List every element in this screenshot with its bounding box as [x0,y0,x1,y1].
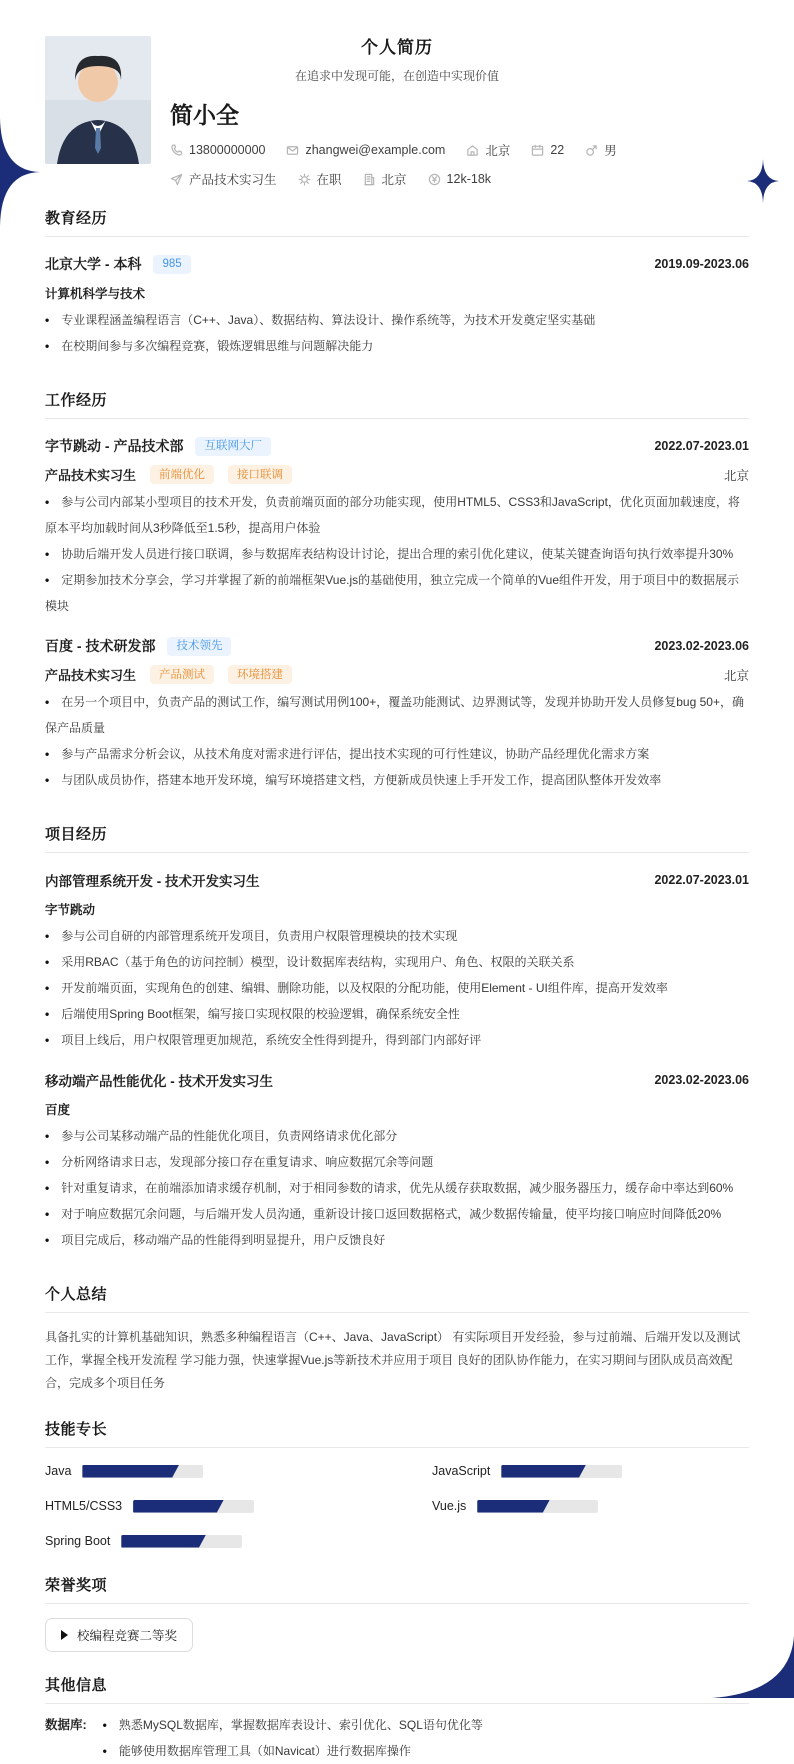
skill-name: JavaScript [432,1464,491,1478]
bullet-item [103,1738,749,1764]
bullet-item [45,923,749,949]
bullet-dot: • [45,547,50,561]
bullet-dot: • [45,1033,50,1047]
projects-heading: 项目经历 [45,823,749,853]
other-info-row [45,1712,749,1764]
bullet-dot: • [45,339,50,353]
bullet-item [45,1123,749,1149]
salary-text: 12k-18k [446,172,492,186]
bullet-item [45,689,749,741]
work-entry-head [45,436,749,456]
contact-phone [170,143,265,157]
skill-bar-fill [477,1500,550,1513]
skills-heading: 技能专长 [45,1418,749,1448]
role-tags [138,665,292,684]
project-title: 移动端产品性能优化 - 技术开发实习生 [45,1074,273,1089]
education-bullets [45,307,749,359]
bullet-dot: • [45,955,50,969]
skill-name: HTML5/CSS3 [45,1499,123,1513]
project-entry [45,870,749,1053]
phone-icon [170,144,183,157]
skill-row [45,1534,362,1548]
other-heading: 其他信息 [45,1674,749,1704]
summary-text: 具备扎实的计算机基础知识，熟悉多种编程语言（C++、Java、JavaScript） 有实际项目开发经验，参与过前端、后端开发以及测试工作，掌握全栈开发流程 学习能力强，快速掌握Vue.js等新技术并应用于项目 良好的团队协作能力，在实习期间与团队成员高效配合，完成多个项目任务 [45,1330,741,1390]
age-text: 22 [550,143,565,157]
gender-icon [585,144,598,157]
bullet-dot: • [45,695,50,709]
bullet-text: 参与公司自研的内部管理系统开发项目，负责用户权限管理模块的技术实现 [61,929,458,943]
other-bullets [103,1712,749,1764]
bullet-text: 对于响应数据冗余问题，与后端开发人员沟通，重新设计接口返回数据格式，减少数据传输量，使平均接口响应时间降低20% [61,1207,722,1221]
bullet-dot: • [45,1007,50,1021]
skill-bar-fill [82,1465,179,1478]
person-name: 简小全 [170,102,239,128]
contact-email [286,143,445,157]
role-title: 产品技术实习生 [45,468,137,483]
project-entries [45,870,749,1253]
bullet-dot: • [102,1718,107,1732]
work-heading: 工作经历 [45,389,749,419]
project-entry-head [45,870,749,890]
skill-bar-track [501,1465,622,1478]
education-heading: 教育经历 [45,207,749,237]
phone-text: 13800000000 [189,143,266,157]
summary-heading: 个人总结 [45,1283,749,1313]
education-date: 2019.09-2023.06 [654,257,749,271]
company-name: 字节跳动 - 产品技术部 [45,438,184,454]
skill-name: Vue.js [432,1499,467,1513]
work-entries [45,436,749,793]
bullet-text: 分析网络请求日志，发现部分接口存在重复请求、响应数据冗余等问题 [61,1155,434,1169]
bullet-text: 在另一个项目中，负责产品的测试工作，编写测试用例100+，覆盖功能测试、边界测试等，发现并协助开发人员修复bug 50+，确保产品质量 [45,695,744,735]
profile-photo [45,36,151,164]
bullet-item [45,1175,749,1201]
bullet-item [103,1712,749,1738]
project-date: 2023.02-2023.06 [654,1073,749,1087]
skill-row [432,1464,749,1478]
project-company: 百度 [45,1103,71,1117]
company-badge: 互联网大厂 [195,437,271,456]
bullet-text: 项目完成后，移动端产品的性能得到明显提升，用户反馈良好 [61,1233,386,1247]
contact-row-1 [170,141,794,159]
contact-city [363,170,407,188]
contact-gender [585,141,617,159]
position-text: 产品技术实习生 [189,173,277,187]
bullet-text: 项目上线后，用户权限管理更加规范，系统安全性得到提升，得到部门内部好评 [61,1033,482,1047]
section-work [45,389,749,793]
school-badge: 985 [153,255,190,274]
section-skills [45,1418,749,1548]
bullet-text: 针对重复请求，在前端添加请求缓存机制，对于相同参数的请求，优先从缓存获取数据，减少服务器压力，缓存命中率达到60% [61,1181,734,1195]
bullet-dot: • [45,981,50,995]
work-location: 北京 [723,468,749,483]
section-summary [45,1283,749,1395]
gender-text: 男 [604,144,617,158]
resume-header [0,0,794,187]
play-icon [61,1630,68,1640]
work-bullets [45,489,749,619]
work-entry-head [45,636,749,656]
bullet-dot: • [45,313,50,327]
bullet-item [45,1201,749,1227]
page-subtitle: 在追求中发现可能，在创造中实现价值 [294,69,499,83]
position-icon [170,173,183,186]
project-company: 字节跳动 [45,903,96,917]
skill-bar-track [477,1500,598,1513]
work-entry [45,636,749,793]
bullet-item [45,1227,749,1253]
bullet-text: 熟悉MySQL数据库，掌握数据库表设计、索引优化、SQL语句优化等 [118,1718,483,1732]
age-icon [531,144,544,157]
city-text: 北京 [381,173,407,187]
work-date: 2022.07-2023.01 [654,439,749,453]
page-title: 个人简历 [361,38,433,57]
role-tag: 产品测试 [150,665,214,684]
bullet-dot: • [102,1744,107,1758]
work-date: 2023.02-2023.06 [654,639,749,653]
project-date: 2022.07-2023.01 [654,873,749,887]
education-entry-head [45,254,749,274]
project-entry [45,1070,749,1253]
bullet-dot: • [45,573,50,587]
email-icon [286,144,299,157]
skill-bar-fill [133,1500,224,1513]
role-tag: 环境搭建 [228,665,292,684]
role-title: 产品技术实习生 [45,668,137,683]
bullet-dot: • [45,495,50,509]
salary-icon [428,173,441,186]
bullet-dot: • [45,1207,50,1221]
bullet-dot: • [45,1129,50,1143]
city-icon [363,173,376,186]
bullet-dot: • [45,1233,50,1247]
project-title: 内部管理系统开发 - 技术开发实习生 [45,874,260,889]
skill-bar-track [121,1535,242,1548]
project-bullets [45,1123,749,1253]
email-text: zhangwei@example.com [305,143,446,157]
honor-label: 校编程竞赛二等奖 [77,1629,178,1643]
bullet-item [45,541,749,567]
role-tags [138,465,292,484]
bullet-text: 在校期间参与多次编程竞赛，锻炼逻辑思维与问题解决能力 [61,339,374,353]
location-text: 北京 [485,144,511,158]
other-label: 数据库: [45,1718,87,1732]
honor-items [45,1604,749,1652]
skill-row [45,1499,362,1513]
bullet-dot: • [45,773,50,787]
skill-row [45,1464,362,1478]
contact-position [170,170,277,188]
section-education [45,207,749,359]
skill-name: Java [45,1464,72,1478]
bullet-text: 开发前端页面，实现角色的创建、编辑、删除功能，以及权限的分配功能，使用Element - UI组件库，提高开发效率 [61,981,668,995]
skill-bar-track [133,1500,254,1513]
skill-row [432,1499,749,1513]
bullet-text: 参与公司某移动端产品的性能优化项目，负责网络请求优化部分 [61,1129,398,1143]
section-projects [45,823,749,1253]
section-other [45,1674,749,1764]
bullet-text: 专业课程涵盖编程语言（C++、Java）、数据结构、算法设计、操作系统等，为技术开发奠定坚实基础 [61,313,596,327]
bullet-text: 后端使用Spring Boot框架，编写接口实现权限的校验逻辑，确保系统安全性 [61,1007,460,1021]
honors-heading: 荣誉奖项 [45,1574,749,1604]
education-major: 计算机科学与技术 [45,287,146,301]
company-name: 百度 - 技术研发部 [45,638,156,654]
bullet-item [45,1149,749,1175]
bullet-item [45,975,749,1001]
bullet-dot: • [45,929,50,943]
work-entry [45,436,749,619]
contact-age [531,143,564,157]
bullet-text: 协助后端开发人员进行接口联调，参与数据库表结构设计讨论，提出合理的索引优化建议，使某关键查询语句执行效率提升30% [61,547,734,561]
skill-name: Spring Boot [45,1534,111,1548]
contact-location [466,141,510,159]
bullet-item [45,741,749,767]
bullet-item [45,307,749,333]
contact-salary [428,172,491,186]
bullet-item [45,567,749,619]
honor-award-button[interactable] [45,1618,193,1652]
bullet-item [45,949,749,975]
bullet-item [45,1027,749,1053]
company-badge: 技术领先 [167,637,231,656]
status-text: 在职 [316,173,342,187]
bullet-text: 参与公司内部某小型项目的技术开发，负责前端页面的部分功能实现，使用HTML5、CSS3和JavaScript，优化页面加载速度，将原本平均加载时间从3秒降低至1.5秒，提高用户体验 [45,495,740,535]
bullet-dot: • [45,747,50,761]
skills-grid [45,1464,749,1548]
bullet-text: 能够使用数据库管理工具（如Navicat）进行数据库操作 [118,1744,411,1758]
bullet-item [45,1001,749,1027]
bullet-text: 定期参加技术分享会，学习并掌握了新的前端框架Vue.js的基础使用，独立完成一个简单的Vue组件开发，用于项目中的数据展示模块 [45,573,740,613]
bullet-text: 采用RBAC（基于角色的访问控制）模型，设计数据库表结构，实现用户、角色、权限的关联关系 [61,955,575,969]
work-location: 北京 [723,668,749,683]
skill-bar-fill [121,1535,206,1548]
bullet-dot: • [45,1155,50,1169]
bullet-item [45,767,749,793]
bullet-text: 参与产品需求分析会议，从技术角度对需求进行评估，提出技术实现的可行性建议，协助产品经理优化需求方案 [61,747,650,761]
bullet-text: 与团队成员协作，搭建本地开发环境，编写环境搭建文档，方便新成员快速上手开发工作，提高团队整体开发效率 [61,773,662,787]
work-entry-sub [45,665,749,684]
school-name: 北京大学 - 本科 [45,256,142,272]
bullet-dot: • [45,1181,50,1195]
skill-bar-fill [501,1465,586,1478]
location-icon [466,144,479,157]
project-entry-head [45,1070,749,1090]
role-tag: 前端优化 [150,465,214,484]
project-bullets [45,923,749,1053]
contact-row-2 [170,170,794,188]
skill-bar-track [82,1465,203,1478]
work-entry-sub [45,465,749,484]
role-tag: 接口联调 [228,465,292,484]
contact-status [298,170,342,188]
bullet-item [45,333,749,359]
status-icon [298,173,311,186]
section-honors [45,1574,749,1652]
bullet-item [45,489,749,541]
work-bullets [45,689,749,793]
